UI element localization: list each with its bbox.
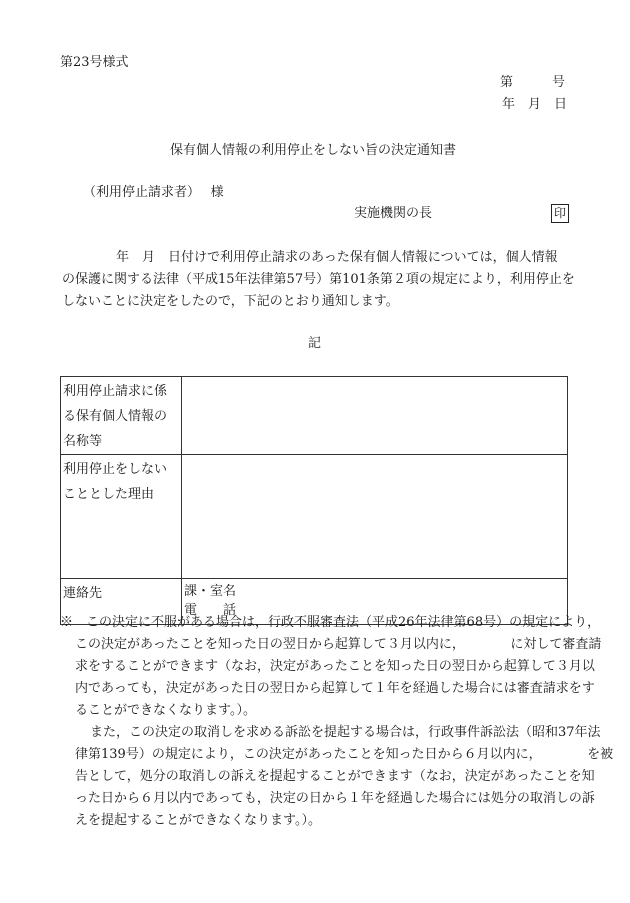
reason-label: 利用停止をしない こととした理由: [61, 455, 182, 579]
note-line: 告として，処分の取消しの訴えを提起することができます（なお，決定があったことを知: [75, 769, 595, 784]
table-row: [61, 455, 568, 579]
issue-date: 年 月 日: [502, 97, 568, 112]
note-line: 律第139号）の規定により，この決定があったことを知った日から６月以内に， を被: [75, 747, 614, 762]
seal-stamp: 印: [551, 204, 569, 223]
table-row: [61, 377, 568, 455]
note-line: ※ この決定に不服がある場合は，行政不服審査法（平成26年法律第68号）の規定により，: [60, 615, 601, 630]
body-line: の保護に関する法律（平成15年法律第57号）第101条第２項の規定により，利用停止を: [62, 272, 575, 287]
note-line: ることができなくなります。）。: [75, 703, 256, 718]
contact-dept: 課・室名: [184, 584, 237, 599]
note-line: この決定があったことを知った日の翌日から起算して３月以内に， に対して審査請: [75, 637, 602, 652]
contact-label: 連絡先: [61, 579, 182, 625]
body-line: 年 月 日付けで利用停止請求のあった保有個人情報については，個人情報: [116, 250, 558, 265]
note-line: また，この決定の取消しを求める訴訟を提起する場合は，行政事件訴訟法（昭和37年法: [90, 725, 601, 740]
form-number: 第23号様式: [60, 55, 129, 70]
ki-heading: 記: [308, 336, 322, 351]
addressee: （利用停止請求者） 様: [83, 185, 224, 200]
reason-value: [182, 455, 568, 579]
sender: 実施機関の長: [354, 206, 433, 221]
note-line: 内であっても，決定があった日の翌日から起算して１年を経過した場合には審査請求をす: [75, 681, 595, 696]
note-line: 求をすることができます（なお，決定があったことを知った日の翌日から起算して３月以: [75, 659, 595, 674]
note-line: えを提起することができなくなります。）。: [75, 813, 321, 828]
note-line: った日から６月以内であっても，決定の日から１年を経過した場合には処分の取消しの訴: [75, 791, 595, 806]
record-table: [60, 376, 568, 625]
contact-tel: 電 話: [184, 603, 237, 618]
document-number: 第 号: [500, 75, 566, 90]
body-line: しないことに決定をしたので，下記のとおり通知します。: [62, 294, 399, 309]
page-title: 保有個人情報の利用停止をしない旨の決定通知書: [170, 143, 457, 158]
target-info-label: 利用停止請求に係 る保有個人情報の 名称等: [61, 377, 182, 455]
target-info-value: [182, 377, 568, 455]
